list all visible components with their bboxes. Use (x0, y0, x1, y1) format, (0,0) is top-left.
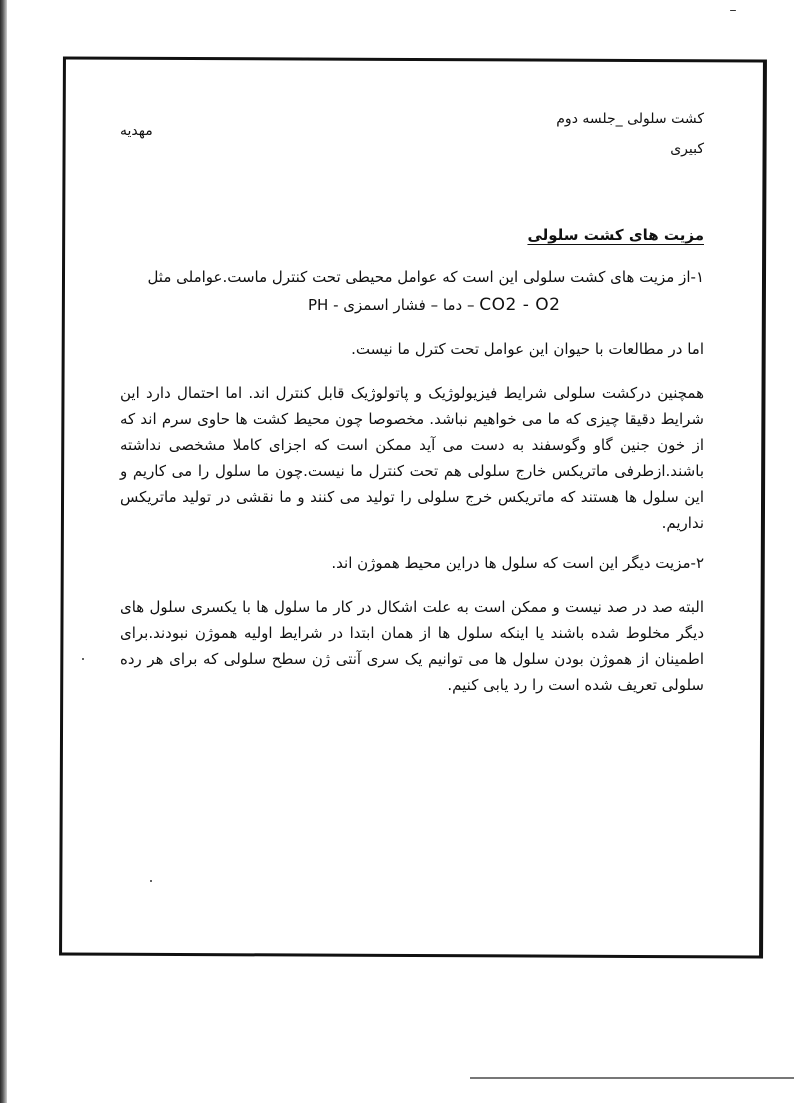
paragraph-5: البته صد در صد نیست و ممکن است به علت اشکال در کار ما سلول ها با یکسری سلول های دیگر مخلوط شده باشند یا اینکه سلول ها از همان ابتدا در شرایط اولیه هموژن نبودند.برای اطمینان از هموژن بودن سلول ها می توانیم یک سری آنتی ژن سطح سلولی که برای هر رده سلولی تعریف شده است را رد یابی کنیم. (120, 598, 704, 694)
document-author: کبیری (670, 141, 704, 157)
scan-speck (82, 658, 84, 660)
formula-line (120, 292, 704, 318)
scan-speck (150, 880, 152, 882)
scan-bottom-line (470, 1077, 794, 1079)
document-title: کشت سلولی _جلسه دوم (556, 111, 704, 127)
formula-ph: PH - دما – فشار اسمزی – (308, 296, 475, 314)
scan-left-edge (0, 0, 7, 1103)
paragraph-2: اما در مطالعات با حیوان این عوامل تحت کترل ما نیست. (351, 340, 704, 358)
document-header (120, 96, 704, 166)
paragraph-4: ۲-مزیت دیگر این است که سلول ها دراین محیط هموژن اند. (331, 554, 704, 572)
document-content (120, 96, 704, 698)
scan-speck (730, 10, 736, 11)
document-name: مهدیه (120, 123, 153, 139)
paragraph-1: ۱-از مزیت های کشت سلولی این است که عوامل محیطی تحت کنترل ماست.عواملی مثل (147, 268, 704, 286)
section-heading: مزیت های کشت سلولی (527, 226, 704, 244)
formula-gas: CO2 - O2 (479, 295, 561, 315)
paragraph-3: همچنین درکشت سلولی شرایط فیزیولوژیک و پاتولوژیک قابل کنترل اند. اما احتمال دارد این شرایط دقیقا چیزی که ما می خواهیم نباشد. مخصوصا چون محیط کشت ها حاوی سرم اند که از خون جنین گاو وگوسفند به دست می آید ممکن است که اجزای کاملا مشخصی نداشته باشند.ازطرفی ماتریکس خارج سلولی هم تحت کنترل ما نیست.چون ما سلول را می کاریم و این سلول ها هستند که ماتریکس خرج سلولی را تولید می کنند و ما نقشی در تولید ماتریکس نداریم. (120, 384, 704, 532)
